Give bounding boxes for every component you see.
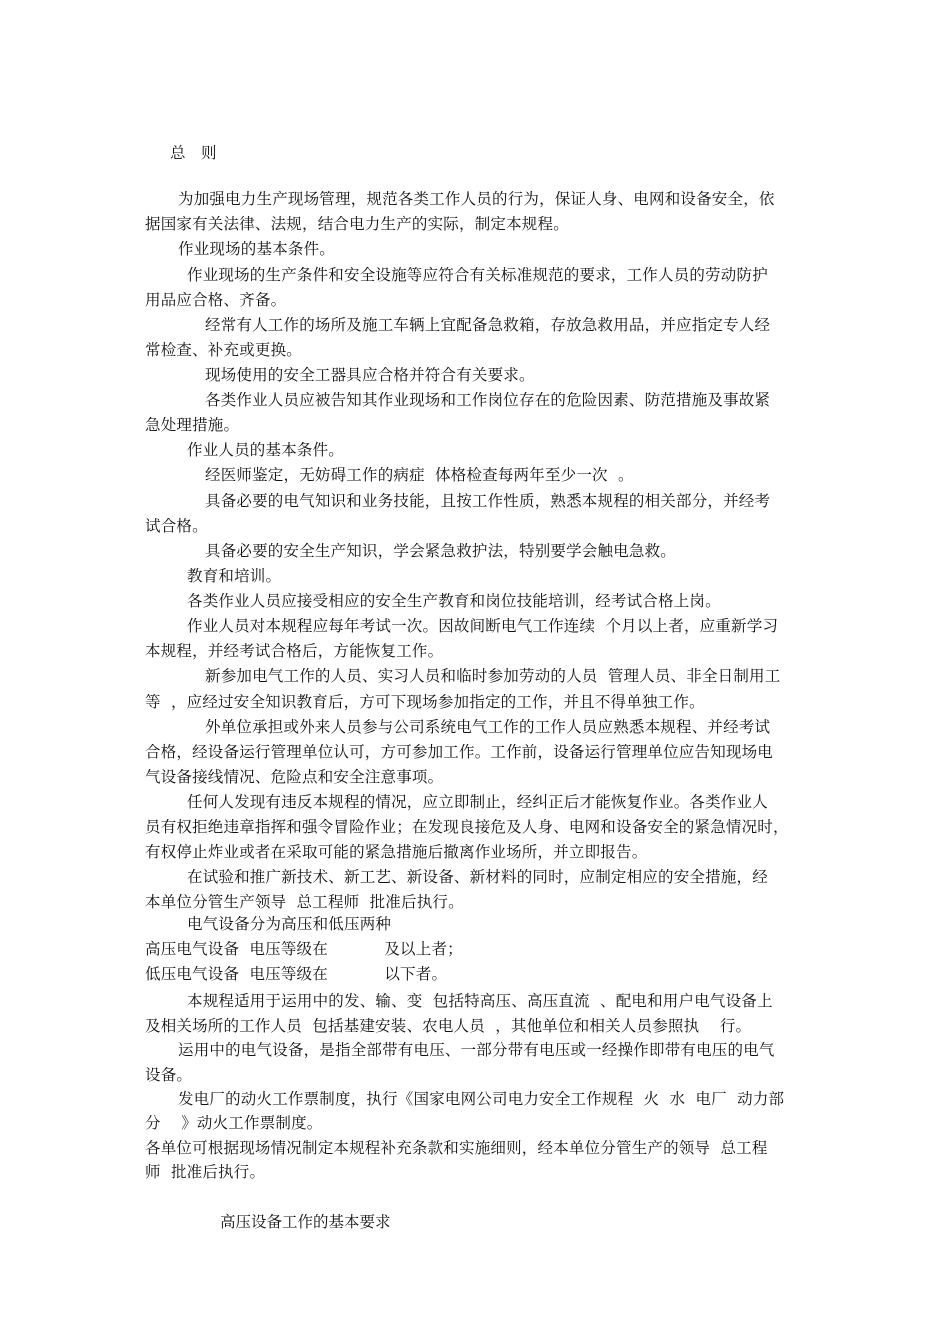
paragraph-line: 低压电气设备 电压等级在 以下者。 <box>145 965 448 983</box>
paragraph-line: 作业现场的基本条件。 <box>178 240 336 258</box>
paragraph-line: 教育和培训。 <box>187 567 282 585</box>
paragraph-line: 有权停止炸业或者在采取可能的紧急措施后撤离作业场所，并立即报告。 <box>145 843 648 861</box>
paragraph-line: 分 》动火工作票制度。 <box>145 1114 323 1132</box>
section-heading-general: 总 则 <box>170 144 217 162</box>
paragraph-line: 任何人发现有违反本规程的情况，应立即制止，经纠正后才能恢复作业。各类作业人 <box>187 793 768 811</box>
paragraph-line: 现场使用的安全工器具应合格并符合有关要求。 <box>205 366 535 384</box>
paragraph-line: 用品应合格、齐备。 <box>145 291 287 309</box>
paragraph-line: 急处理措施。 <box>145 416 240 434</box>
paragraph-line: 合格，经设备运行管理单位认可，方可参加工作。工作前，设备运行管理单位应告知现场电 <box>145 743 774 761</box>
paragraph-line: 作业现场的生产条件和安全设施等应符合有关标准规范的要求，工作人员的劳动防护 <box>187 266 768 284</box>
paragraph-line: 及相关场所的工作人员 包括基建安装、农电人员 ，其他单位和相关人员参照执 行。 <box>145 1017 752 1035</box>
paragraph-line: 运用中的电气设备，是指全部带有电压、一部分带有电压或一经操作即带有电压的电气 <box>178 1041 775 1059</box>
paragraph-line: 师 批准后执行。 <box>145 1163 266 1181</box>
paragraph-line: 员有权拒绝违章指挥和强令冒险作业；在发现良接危及人身、电网和设备安全的紧急情况时， <box>145 818 789 836</box>
paragraph-line: 经常有人工作的场所及施工车辆上宜配备急救箱，存放急救用品，并应指定专人经 <box>205 316 771 334</box>
paragraph-line: 本单位分管生产领导 总工程师 批准后执行。 <box>145 893 464 911</box>
paragraph-line: 试合格。 <box>145 517 208 535</box>
paragraph-line: 在试验和推广新技术、新工艺、新设备、新材料的同时，应制定相应的安全措施，经 <box>187 868 768 886</box>
paragraph-line: 本规程适用于运用中的发、输、变 包括特高压、高压直流 、配电和用户电气设备上 <box>187 992 773 1010</box>
paragraph-line: 新参加电气工作的人员、实习人员和临时参加劳动的人员 管理人员、非全日制用工 <box>205 667 781 685</box>
paragraph-line: 具备必要的电气知识和业务技能，且按工作性质，熟悉本规程的相关部分，并经考 <box>205 492 771 510</box>
paragraph-line: 本规程，并经考试合格后，方能恢复工作。 <box>145 642 444 660</box>
section-heading-high-voltage: 高压设备工作的基本要求 <box>220 1213 391 1231</box>
paragraph-line: 作业人员对本规程应每年考试一次。因故间断电气工作连续 个月以上者，应重新学习 <box>187 617 779 635</box>
paragraph-line: 各类作业人员应接受相应的安全生产教育和岗位技能培训，经考试合格上岗。 <box>187 592 721 610</box>
paragraph-line: 据国家有关法律、法规，结合电力生产的实际，制定本规程。 <box>145 215 569 233</box>
paragraph-line: 气设备接线情况、危险点和安全注意事项。 <box>145 768 444 786</box>
paragraph-line: 各单位可根据现场情况制定本规程补充条款和实施细则，经本单位分管生产的领导 总工程 <box>145 1139 768 1157</box>
paragraph-line: 具备必要的安全生产知识，学会紧急救护法，特别要学会触电急救。 <box>205 542 677 560</box>
paragraph-line: 各类作业人员应被告知其作业现场和工作岗位存在的危险因素、防范措施及事故紧 <box>205 391 771 409</box>
paragraph-line: 外单位承担或外来人员参与公司系统电气工作的工作人员应熟悉本规程、并经考试 <box>205 718 771 736</box>
paragraph-line: 等 ，应经过安全知识教育后，方可下现场参加指定的工作，并且不得单独工作。 <box>145 693 705 711</box>
paragraph-line: 为加强电力生产现场管理，规范各类工作人员的行为，保证人身、电网和设备安全，依 <box>178 190 775 208</box>
paragraph-line: 电气设备分为高压和低压两种 <box>187 915 392 933</box>
paragraph-line: 设备。 <box>145 1066 193 1084</box>
paragraph-line: 常检查、补充或更换。 <box>145 341 303 359</box>
paragraph-line: 高压电气设备 电压等级在 及以上者； <box>145 940 463 958</box>
paragraph-line: 发电厂的动火工作票制度，执行《国家电网公司电力安全工作规程 火 水 电厂 动力部 <box>178 1090 785 1108</box>
paragraph-line: 作业人员的基本条件。 <box>187 441 345 459</box>
paragraph-line: 经医师鉴定，无妨碍工作的病症 体格检查每两年至少一次 。 <box>205 466 634 484</box>
